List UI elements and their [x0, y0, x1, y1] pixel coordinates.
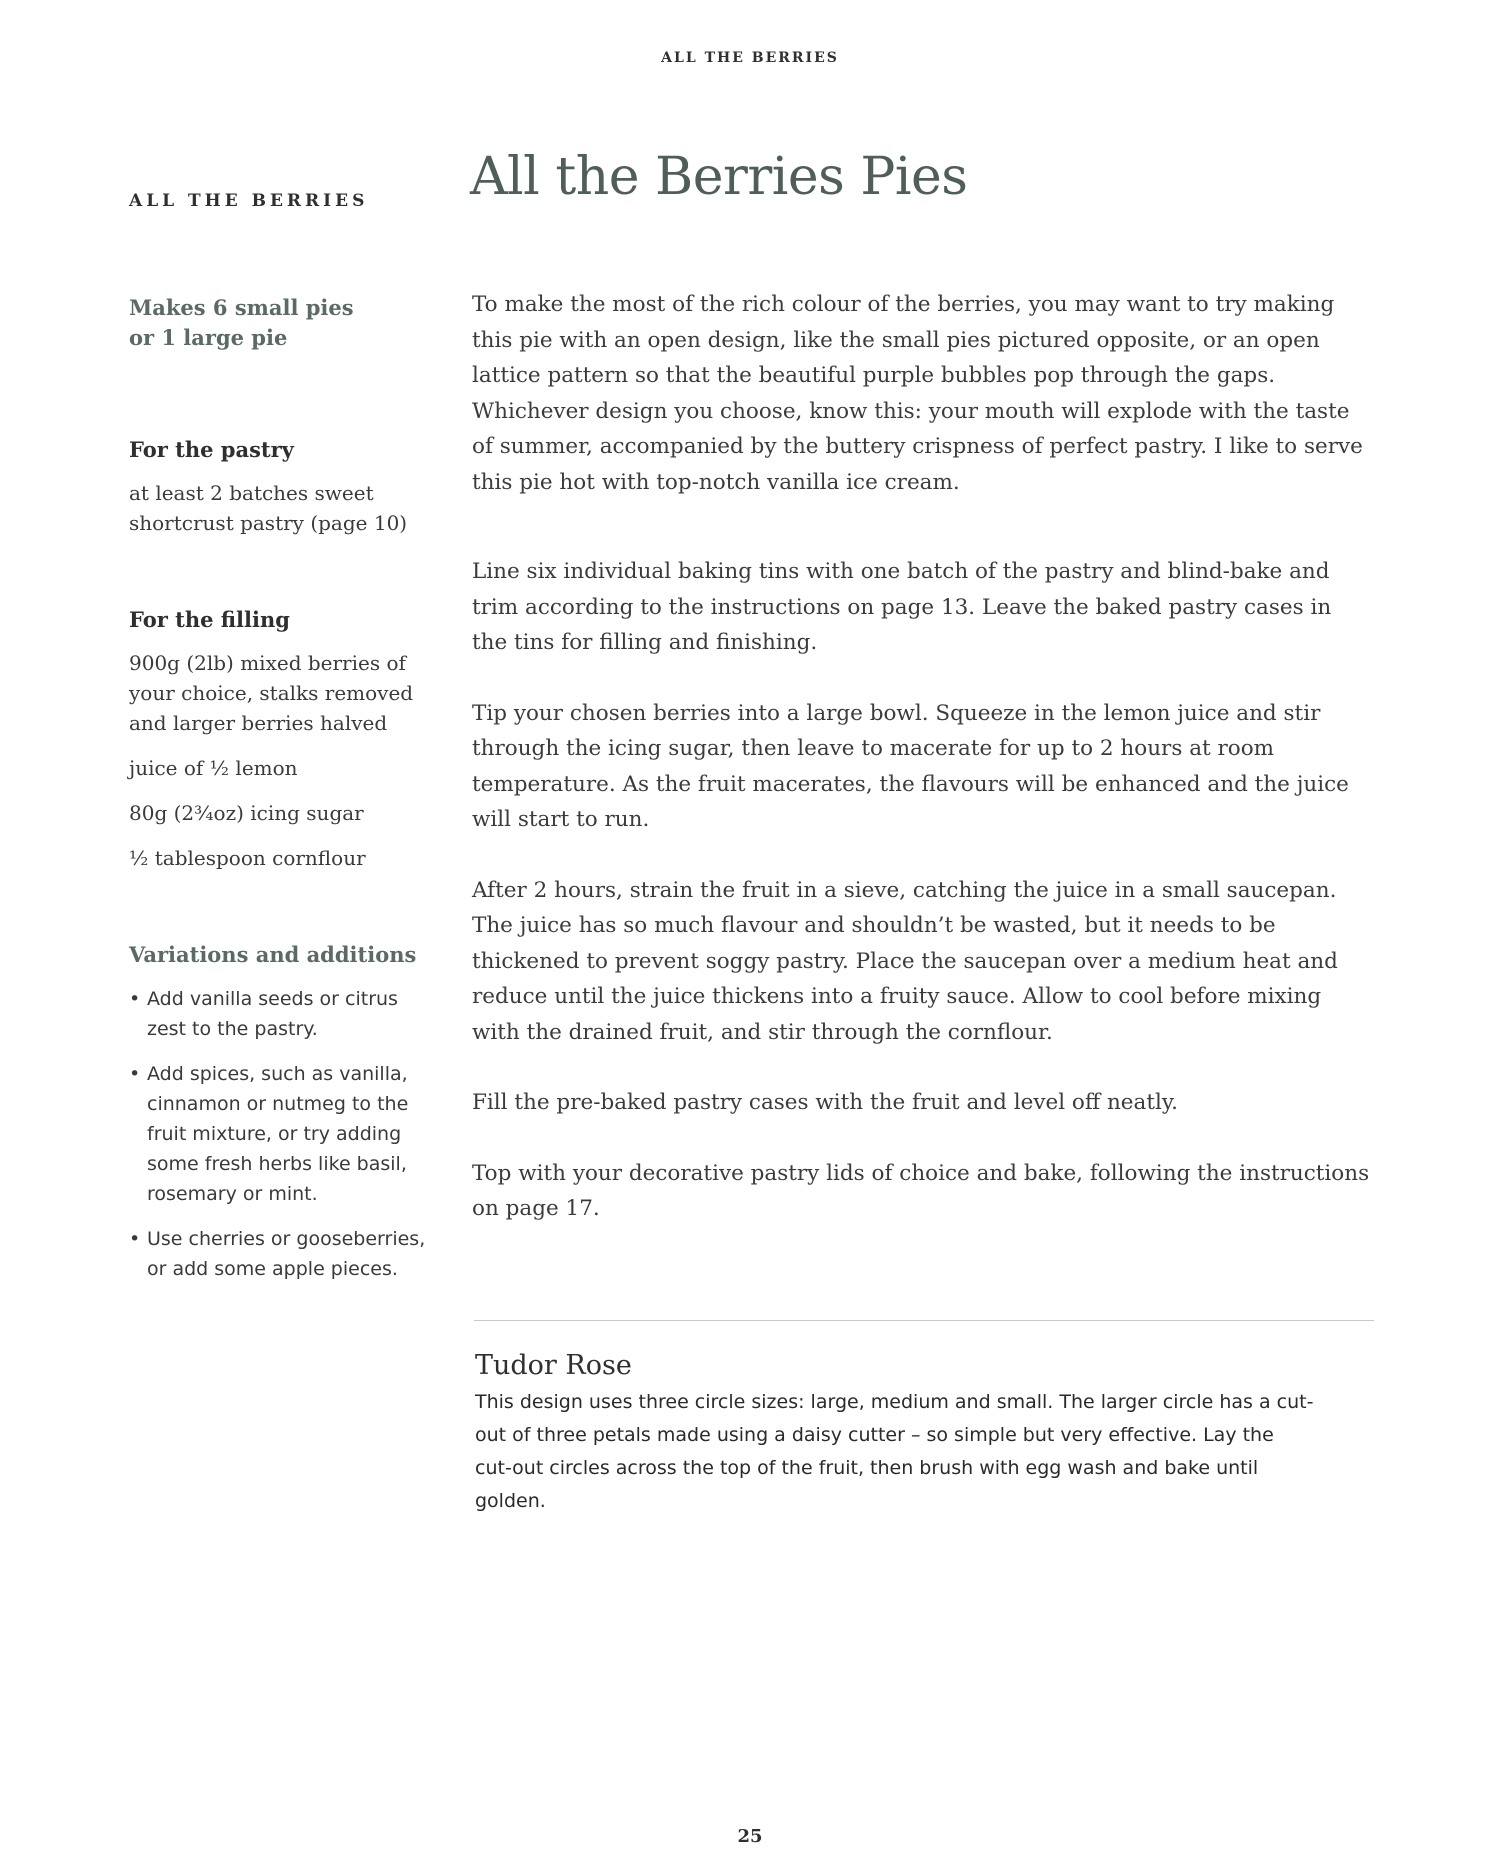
variation-item: • Use cherries or gooseberries, or add some apple pieces.	[129, 1224, 429, 1284]
method-step: After 2 hours, strain the fruit in a sieve, catching the juice in a small saucepan. The juice has so much flavour and shouldn’t be wasted, but it needs to be thickened to prevent soggy pastry. Place the saucepan over a medium heat and reduce until the juice thickens into a fruity sauce. Allow to cool before mixing with the drained fruit, and stir through the cornflour.	[472, 877, 1338, 1045]
method-step: Fill the pre-baked pastry cases with the fruit and level off neatly.	[472, 1090, 1178, 1115]
page-number: 25	[737, 1826, 763, 1847]
tudor-rose-title: Tudor Rose	[475, 1350, 632, 1381]
filling-heading: For the filling	[129, 607, 290, 632]
ingredient-item: juice of ½ lemon	[129, 756, 298, 780]
method-step: Tip your chosen berries into a large bowl. Squeeze in the lemon juice and stir through the icing sugar, then leave to macerate for up to 2 hours at room temperature. As the fruit macerates, the flavours will be enhanced and the juice will start to run.	[472, 700, 1349, 832]
variation-item: • Add vanilla seeds or citrus zest to the pastry.	[129, 984, 429, 1044]
method-step: Top with your decorative pastry lids of choice and bake, following the instructions on page 17.	[472, 1160, 1370, 1221]
variation-item: • Add spices, such as vanilla, cinnamon or nutmeg to the fruit mixture, or try adding some fresh herbs like basil, rosemary or mint.	[129, 1059, 429, 1209]
intro-paragraph: To make the most of the rich colour of the berries, you may want to try making this pie with an open design, like the small pies pictured opposite, or an open lattice pattern so that the beautiful purple bubbles pop through the gaps. Whichever design you choose, know this: your mouth will explode with the taste of summer, accompanied by the buttery crispness of perfect pastry. I like to serve this pie hot with top-notch vanilla ice cream.	[472, 292, 1363, 495]
tudor-rose-text: This design uses three circle sizes: large, medium and small. The larger circle has a cut-out of three petals made using a daisy cutter – so simple but very effective. Lay the cut-out circles across the top of the fruit, then brush with egg wash and bake until golden.	[475, 1391, 1314, 1512]
ingredient-item: 80g (2¾oz) icing sugar	[129, 801, 364, 825]
ingredient-item: 900g (2lb) mixed berries of your choice, stalks removed and larger berries halved	[129, 651, 414, 735]
running-head: ALL THE BERRIES	[661, 50, 839, 66]
ingredients-sidebar	[129, 293, 429, 1299]
recipe-title: All the Berries Pies	[470, 147, 968, 207]
method-step: Line six individual baking tins with one batch of the pastry and blind-bake and trim according to the instructions on page 13. Leave the baked pastry cases in the tins for filling and finishing.	[472, 559, 1332, 655]
recipe-body	[472, 287, 1372, 1262]
ingredient-item: ½ tablespoon cornflour	[129, 846, 366, 870]
pastry-heading: For the pastry	[129, 437, 294, 462]
method-steps	[472, 554, 1372, 1227]
variations-list	[129, 984, 429, 1284]
ingredient-item: at least 2 batches sweet shortcrust pastry (page 10)	[129, 481, 408, 535]
variations-heading: Variations and additions	[129, 942, 417, 967]
yield-text: Makes 6 small pies or 1 large pie	[129, 295, 354, 350]
section-divider	[474, 1320, 1374, 1321]
section-label: ALL THE BERRIES	[129, 191, 369, 211]
